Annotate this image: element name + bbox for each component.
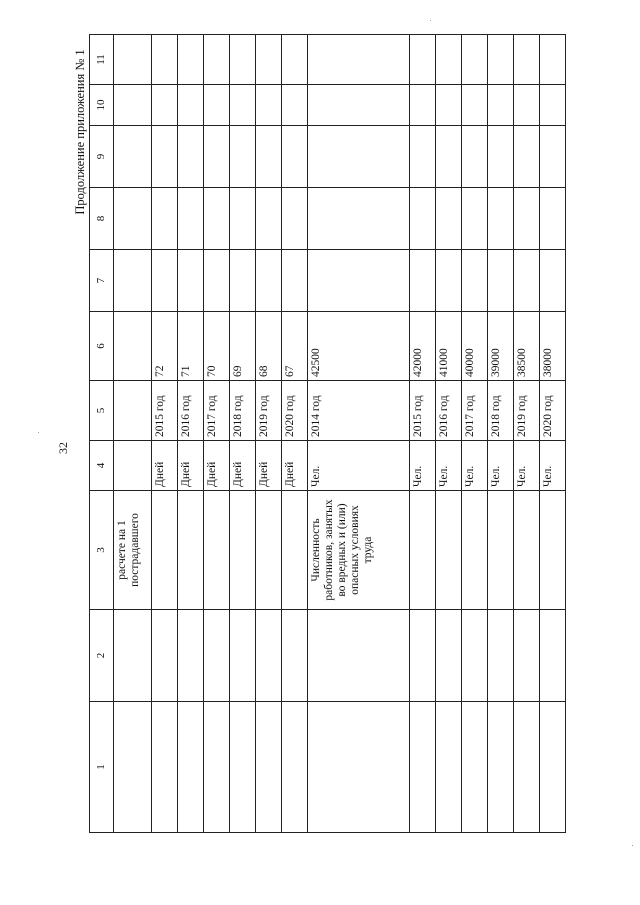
table-cell xyxy=(462,250,488,312)
table-cell xyxy=(436,126,462,188)
table-cell xyxy=(514,491,540,610)
table-cell xyxy=(308,126,410,188)
table-cell xyxy=(282,610,308,702)
table-cell xyxy=(436,250,462,312)
table-cell: Дней xyxy=(178,441,204,491)
table-cell xyxy=(178,250,204,312)
table-cell xyxy=(178,126,204,188)
table-cell xyxy=(204,491,230,610)
table-cell xyxy=(410,610,436,702)
table-cell: 2015 год xyxy=(410,381,436,441)
table-cell xyxy=(308,35,410,85)
table-cell xyxy=(178,610,204,702)
table-cell: Численность работников, занятых во вредных и (или) опасных условиях труда xyxy=(308,491,410,610)
table-cell xyxy=(462,85,488,126)
table-row xyxy=(436,35,462,833)
table-cell: Чел. xyxy=(488,441,514,491)
table-cell: 38500 xyxy=(514,312,540,381)
table-cell xyxy=(256,250,282,312)
table-cell: 2016 год xyxy=(436,381,462,441)
table-cell xyxy=(410,85,436,126)
table-cell xyxy=(410,491,436,610)
table-cell xyxy=(540,250,566,312)
table-row xyxy=(152,35,178,833)
table-cell: 71 xyxy=(178,312,204,381)
table-cell xyxy=(488,35,514,85)
table-cell xyxy=(178,491,204,610)
table-cell: 41000 xyxy=(436,312,462,381)
table-cell xyxy=(282,188,308,250)
table-cell xyxy=(308,702,410,833)
table-cell xyxy=(462,188,488,250)
table-cell: 39000 xyxy=(488,312,514,381)
table-cell xyxy=(410,35,436,85)
data-table xyxy=(89,34,566,833)
table-cell xyxy=(540,188,566,250)
table-cell xyxy=(178,35,204,85)
table-cell: 2014 год xyxy=(308,381,410,441)
table-cell xyxy=(488,610,514,702)
table-cell xyxy=(462,491,488,610)
table-cell xyxy=(540,491,566,610)
table-row xyxy=(282,35,308,833)
table-cell xyxy=(488,491,514,610)
table-cell: Чел. xyxy=(540,441,566,491)
table-cell xyxy=(204,85,230,126)
table-cell xyxy=(410,702,436,833)
table-cell xyxy=(282,702,308,833)
header-cell: 6 xyxy=(90,312,114,381)
table-cell xyxy=(114,85,152,126)
scan-speck xyxy=(38,432,39,433)
table-cell xyxy=(282,250,308,312)
table-cell: 38000 xyxy=(540,312,566,381)
table-cell xyxy=(178,702,204,833)
header-cell: 11 xyxy=(90,35,114,85)
table-row xyxy=(540,35,566,833)
table-row xyxy=(256,35,282,833)
table-cell: 40000 xyxy=(462,312,488,381)
table-cell xyxy=(114,381,152,441)
table-row xyxy=(114,35,152,833)
table-cell: 68 xyxy=(256,312,282,381)
table-cell: 42500 xyxy=(308,312,410,381)
table-cell xyxy=(282,35,308,85)
table-cell xyxy=(230,250,256,312)
table-cell xyxy=(462,35,488,85)
table-cell xyxy=(256,126,282,188)
table-cell xyxy=(514,35,540,85)
table-cell xyxy=(114,441,152,491)
table-cell: 70 xyxy=(204,312,230,381)
table-cell xyxy=(308,85,410,126)
table-cell xyxy=(152,35,178,85)
table-cell xyxy=(204,188,230,250)
table-cell: 2019 год xyxy=(514,381,540,441)
table-cell: Дней xyxy=(282,441,308,491)
header-cell: 9 xyxy=(90,126,114,188)
table-cell: Чел. xyxy=(410,441,436,491)
table-cell xyxy=(152,250,178,312)
table-cell xyxy=(256,610,282,702)
header-cell: 8 xyxy=(90,188,114,250)
table-cell xyxy=(540,702,566,833)
table-cell xyxy=(308,250,410,312)
table-row xyxy=(462,35,488,833)
table-cell: 67 xyxy=(282,312,308,381)
table-cell xyxy=(540,35,566,85)
table-cell xyxy=(462,610,488,702)
table-cell xyxy=(308,188,410,250)
table-cell xyxy=(410,126,436,188)
table-cell xyxy=(488,126,514,188)
table-cell: Дней xyxy=(204,441,230,491)
table-cell xyxy=(436,85,462,126)
header-cell: 4 xyxy=(90,441,114,491)
table-cell xyxy=(178,85,204,126)
table-cell: Дней xyxy=(152,441,178,491)
table-cell xyxy=(514,250,540,312)
header-cell: 7 xyxy=(90,250,114,312)
table-cell: 2015 год xyxy=(152,381,178,441)
table-cell xyxy=(152,126,178,188)
table-cell xyxy=(114,312,152,381)
table-cell: Чел. xyxy=(462,441,488,491)
table-cell xyxy=(462,702,488,833)
table-row xyxy=(178,35,204,833)
table-cell xyxy=(436,610,462,702)
table-cell xyxy=(256,35,282,85)
table-cell xyxy=(282,85,308,126)
table-cell: расчете на 1 пострадавшего xyxy=(114,491,152,610)
table-cell xyxy=(204,610,230,702)
header-cell: 2 xyxy=(90,610,114,702)
table-cell: 2020 год xyxy=(282,381,308,441)
table-cell xyxy=(230,491,256,610)
table-cell xyxy=(152,702,178,833)
table-cell xyxy=(204,35,230,85)
table-cell: Дней xyxy=(256,441,282,491)
table-row xyxy=(488,35,514,833)
table-cell xyxy=(230,85,256,126)
table-cell: 72 xyxy=(152,312,178,381)
table-cell xyxy=(114,126,152,188)
table-row xyxy=(410,35,436,833)
table-cell xyxy=(488,702,514,833)
table-cell xyxy=(514,85,540,126)
table-cell xyxy=(514,126,540,188)
table-cell xyxy=(462,126,488,188)
table-cell xyxy=(152,610,178,702)
table-cell xyxy=(256,85,282,126)
table-cell: 2017 год xyxy=(204,381,230,441)
scan-speck xyxy=(430,20,431,21)
table-cell: Чел. xyxy=(514,441,540,491)
table-cell xyxy=(540,85,566,126)
table-row xyxy=(514,35,540,833)
table-cell xyxy=(514,188,540,250)
table-cell xyxy=(204,702,230,833)
table-cell xyxy=(230,126,256,188)
table-cell: 42000 xyxy=(410,312,436,381)
table-cell xyxy=(230,702,256,833)
header-cell: 1 xyxy=(90,702,114,833)
table-cell: 2018 год xyxy=(230,381,256,441)
table-cell xyxy=(282,491,308,610)
table-cell xyxy=(308,610,410,702)
table-cell xyxy=(540,126,566,188)
table-cell xyxy=(152,85,178,126)
table-cell: 2020 год xyxy=(540,381,566,441)
table-cell xyxy=(540,610,566,702)
table-cell xyxy=(436,35,462,85)
table-cell xyxy=(488,85,514,126)
table-cell xyxy=(256,702,282,833)
table-cell xyxy=(204,250,230,312)
table-cell xyxy=(256,188,282,250)
table-cell xyxy=(152,491,178,610)
table-cell: 69 xyxy=(230,312,256,381)
table-cell: Чел. xyxy=(308,441,410,491)
table-cell xyxy=(282,126,308,188)
table-cell: 2019 год xyxy=(256,381,282,441)
table-cell: 2018 год xyxy=(488,381,514,441)
table-cell xyxy=(178,188,204,250)
table-cell xyxy=(488,250,514,312)
table-cell: Чел. xyxy=(436,441,462,491)
table-cell xyxy=(488,188,514,250)
table-cell xyxy=(114,610,152,702)
table-cell: 2017 год xyxy=(462,381,488,441)
table-cell xyxy=(436,491,462,610)
table-cell xyxy=(230,188,256,250)
header-cell: 5 xyxy=(90,381,114,441)
scan-speck xyxy=(632,845,633,846)
table-cell xyxy=(436,702,462,833)
table-cell: 2016 год xyxy=(178,381,204,441)
table-cell xyxy=(114,250,152,312)
page-number: 32 xyxy=(56,442,70,454)
table-cell xyxy=(230,35,256,85)
table-cell xyxy=(410,188,436,250)
table-cell xyxy=(114,702,152,833)
table-cell xyxy=(152,188,178,250)
table-cell xyxy=(514,610,540,702)
table-cell xyxy=(230,610,256,702)
table-row xyxy=(204,35,230,833)
table-cell xyxy=(410,250,436,312)
table-cell xyxy=(114,35,152,85)
table-cell xyxy=(436,188,462,250)
table-cell xyxy=(114,188,152,250)
table-cell: Дней xyxy=(230,441,256,491)
header-cell: 3 xyxy=(90,491,114,610)
table-row xyxy=(230,35,256,833)
appendix-caption: Продолжение приложения № 1 xyxy=(73,49,87,215)
rotated-table xyxy=(89,35,563,833)
table-row xyxy=(308,35,410,833)
table-cell xyxy=(514,702,540,833)
table-cell xyxy=(204,126,230,188)
table-cell xyxy=(256,491,282,610)
header-row xyxy=(90,35,114,833)
header-cell: 10 xyxy=(90,85,114,126)
